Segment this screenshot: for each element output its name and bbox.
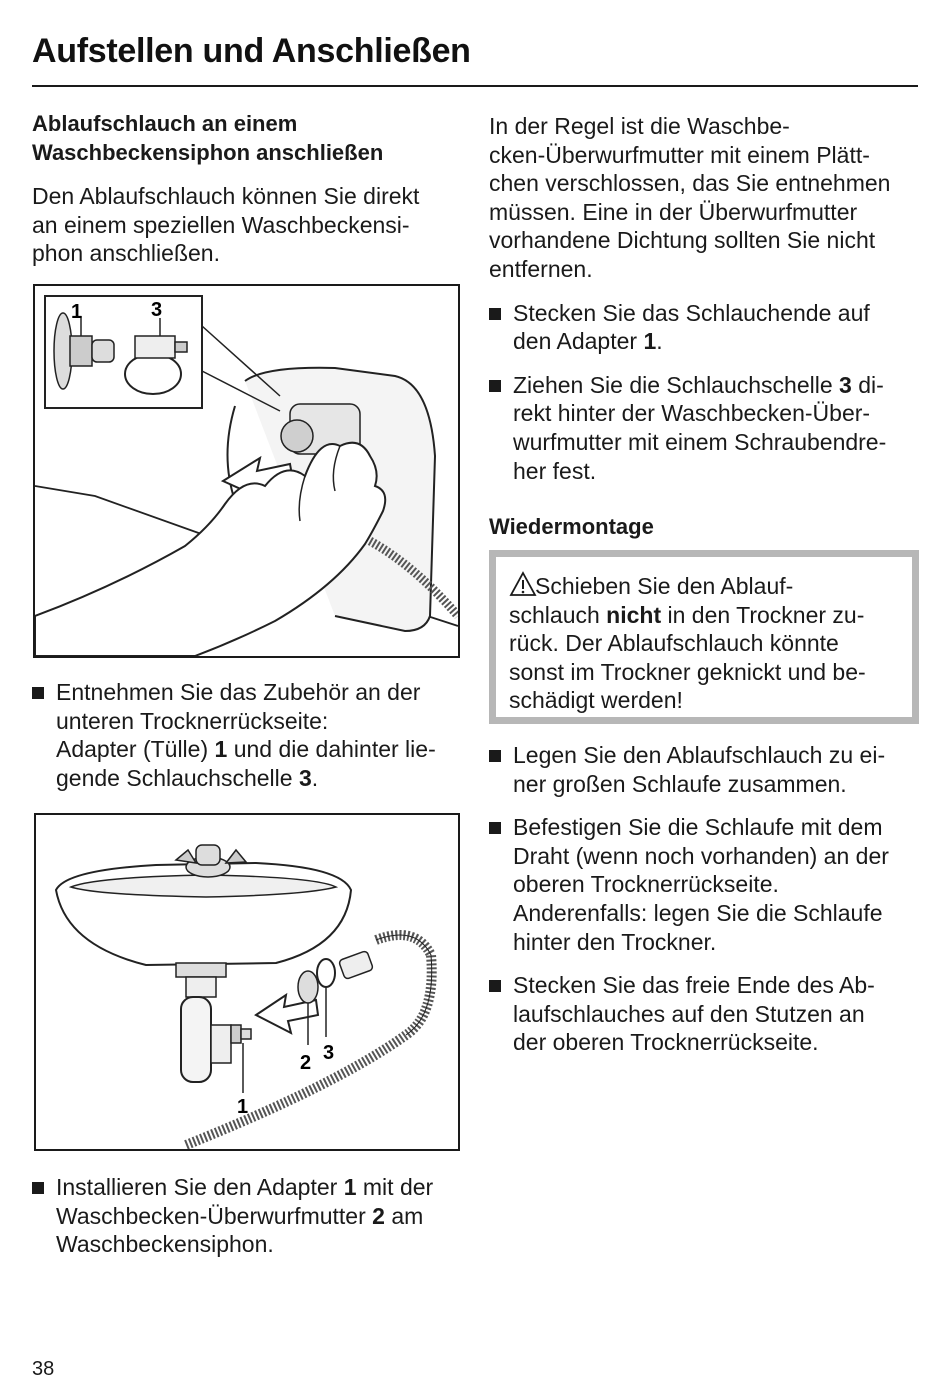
text-span: schlauch bbox=[509, 601, 607, 628]
figure-label-2: 2 bbox=[300, 1052, 312, 1074]
text-span: am bbox=[384, 1202, 424, 1229]
text-line: unteren Trocknerrückseite: bbox=[56, 707, 329, 734]
text-line: Anderenfalls: legen Sie die Schlaufe bbox=[513, 899, 883, 926]
text-line: Stecken Sie das freie Ende des Ab- bbox=[513, 972, 875, 999]
right-column bbox=[489, 112, 919, 542]
text-span: di- bbox=[851, 371, 884, 398]
text-line bbox=[513, 371, 919, 400]
text-line: schädigt werden! bbox=[509, 687, 683, 714]
figure-label-1: 1 bbox=[237, 1096, 249, 1118]
text-span: Ziehen Sie die Schlauchschelle bbox=[513, 371, 840, 398]
text-line: hinter den Trockner. bbox=[513, 928, 717, 955]
bullet-square bbox=[489, 750, 501, 762]
text-line: Entnehmen Sie das Zubehör an der bbox=[56, 679, 421, 705]
text-span: . bbox=[311, 764, 319, 791]
text-line: rekt hinter der Waschbecken-Über- bbox=[513, 400, 871, 427]
text-line: rück. Der Ablaufschlauch könnte bbox=[509, 630, 839, 657]
text-line: wurfmutter mit einem Schraubendre- bbox=[513, 428, 887, 455]
text-line: an einem speziellen Waschbeckensi- bbox=[32, 211, 410, 238]
text-line: chen verschlossen, das Sie entnehmen bbox=[489, 170, 891, 197]
right-column-lower bbox=[489, 741, 919, 1057]
text-line bbox=[513, 327, 919, 356]
text-line bbox=[56, 764, 462, 793]
text-line: In der Regel ist die Waschbe- bbox=[489, 113, 790, 139]
text-line: sonst im Trockner geknickt und be- bbox=[509, 658, 866, 685]
text-span: Adapter (Tülle) bbox=[56, 736, 215, 763]
text-line bbox=[56, 1202, 462, 1231]
bold-ref: 1 bbox=[643, 328, 657, 355]
section-heading-line: Ablaufschlauch an einem bbox=[32, 111, 298, 136]
left-column bbox=[32, 110, 462, 268]
bullet-square bbox=[489, 980, 501, 992]
text-span: Waschbecken-Überwurfmutter bbox=[56, 1202, 373, 1229]
page-number: 38 bbox=[32, 1358, 55, 1380]
text-line: oberen Trocknerrückseite. bbox=[513, 871, 779, 898]
text-line bbox=[56, 1173, 462, 1202]
list-item bbox=[489, 299, 919, 356]
text-line: cken-Überwurfmutter mit einem Plätt- bbox=[489, 141, 870, 168]
text-line: Legen Sie den Ablaufschlauch zu ei- bbox=[513, 742, 886, 768]
text-line: Den Ablaufschlauch können Sie direkt bbox=[32, 183, 420, 210]
warning-triangle-icon bbox=[509, 571, 537, 597]
text-span: Installieren Sie den Adapter bbox=[56, 1174, 344, 1200]
text-line: Waschbeckensiphon. bbox=[56, 1231, 274, 1258]
list-item bbox=[489, 971, 919, 1057]
text-line: der oberen Trocknerrückseite. bbox=[513, 1029, 819, 1056]
text-line: Draht (wenn noch vorhanden) an der bbox=[513, 842, 889, 869]
text-line: müssen. Eine in der Überwurfmutter bbox=[489, 198, 858, 225]
text-span: den Adapter bbox=[513, 328, 644, 355]
text-line: Stecken Sie das Schlauchende auf bbox=[513, 299, 870, 326]
text-line bbox=[509, 571, 900, 601]
text-span: . bbox=[656, 328, 663, 355]
figure-label-3: 3 bbox=[151, 299, 163, 321]
bullet-square bbox=[32, 1182, 44, 1194]
text-span: mit der bbox=[356, 1174, 434, 1200]
illustration-hand-dryer-back bbox=[35, 286, 458, 656]
bullet-square bbox=[489, 380, 501, 392]
text-span: und die dahinter lie- bbox=[227, 736, 436, 763]
bullet-square bbox=[489, 822, 501, 834]
text-line bbox=[56, 735, 462, 764]
text-line: laufschlauches auf den Stutzen an bbox=[513, 1000, 865, 1027]
figure-label-3: 3 bbox=[323, 1042, 335, 1064]
text-span: in den Trockner zu- bbox=[661, 601, 865, 628]
bullet-square bbox=[32, 687, 44, 699]
figure-adapter-removal bbox=[33, 284, 460, 658]
bold-ref: 3 bbox=[298, 764, 312, 791]
step-install-adapter bbox=[32, 1173, 462, 1259]
bold-ref: 3 bbox=[839, 371, 852, 398]
text-line: ner großen Schlaufe zusammen. bbox=[513, 770, 847, 797]
section-heading bbox=[32, 110, 462, 167]
text-span: Schieben Sie den Ablauf- bbox=[535, 573, 794, 599]
list-item bbox=[32, 1173, 462, 1259]
list-item bbox=[32, 678, 462, 792]
bold-ref: 2 bbox=[372, 1202, 385, 1229]
text-line: her fest. bbox=[513, 457, 597, 484]
section-heading-line: Waschbeckensiphon anschließen bbox=[32, 139, 384, 165]
section-heading-reassembly: Wiedermontage bbox=[489, 514, 654, 540]
bold-emphasis: nicht bbox=[606, 601, 662, 628]
step-remove-accessories bbox=[32, 678, 462, 792]
list-item bbox=[489, 813, 919, 956]
illustration-sink-siphon bbox=[36, 815, 458, 1149]
figure-sink-siphon bbox=[34, 813, 460, 1151]
text-span: gende Schlauchschelle bbox=[56, 764, 299, 791]
bold-ref: 1 bbox=[214, 736, 228, 763]
list-item bbox=[489, 371, 919, 485]
text-line: Befestigen Sie die Schlaufe mit dem bbox=[513, 814, 883, 841]
bullet-square bbox=[489, 308, 501, 320]
warning-box bbox=[489, 550, 919, 724]
intro-paragraph bbox=[489, 112, 919, 284]
text-line: phon anschließen. bbox=[32, 240, 220, 267]
text-line: entfernen. bbox=[489, 255, 593, 282]
figure-label-1: 1 bbox=[71, 301, 83, 323]
title-rule bbox=[32, 85, 918, 87]
text-line bbox=[509, 601, 900, 630]
intro-paragraph bbox=[32, 182, 462, 268]
bold-ref: 1 bbox=[343, 1174, 357, 1200]
list-item bbox=[489, 741, 919, 798]
text-line: vorhandene Dichtung sollten Sie nicht bbox=[489, 227, 876, 254]
page-title: Aufstellen und Anschließen bbox=[32, 32, 471, 70]
